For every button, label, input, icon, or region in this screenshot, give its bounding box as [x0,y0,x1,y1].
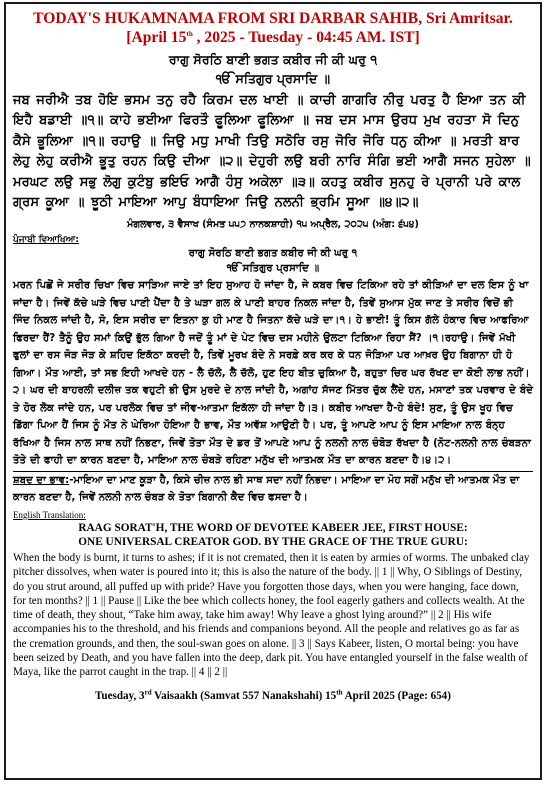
punjabi-explanation: ਮਰਨ ਪਿਛੋਂ ਜੇ ਸਰੀਰ ਚਿਖਾ ਵਿਚ ਸਾੜਿਆ ਜਾਏ ਤਾਂ ਇਹ ਸੁਆਹ ਹੋ ਜਾਂਦਾ ਹੈ, ਜੇ ਕਬਰ ਵਿਚ ਟਿਕਿਆ ਰਹੇ ਤਾਂ ਕੀੜਿਆਂ ਦਾ ਦਲ ਇਸ ਨੂੰ ਖਾ ਜਾਂਦਾ ਹੈ। ਜਿਵੇਂ ਕੱਚੇ ਘੜੇ ਵਿਚ ਪਾਣੀ ਪੈਂਦਾ ਹੈ ਤੇ ਘੜਾ ਗਲ ਕੇ ਪਾਣੀ ਬਾਹਰ ਨਿਕਲ ਜਾਂਦਾ ਹੈ, ਤਿਵੇਂ ਸੁਆਸ ਮੁੱਕ ਜਾਣ ਤੇ ਸਰੀਰ ਵਿਚੋਂ ਭੀ ਜਿੰਦ ਨਿਕਲ ਜਾਂਦੀ ਹੈ, ਸੋ, ਇਸ ਸਰੀਰ ਦਾ ਇਤਨਾ ਕੁ ਹੀ ਮਾਣ ਹੈ ਜਿਤਨਾ ਕੱਚੇ ਘੜੇ ਦਾ।੧। ਹੇ ਭਾਈ! ਤੂੰ ਕਿਸ ਗੱਲੇ ਹੰਕਾਰ ਵਿਚ ਆਫਰਿਆ ਫਿਰਦਾ ਹੈਂ? ਤੈਨੂੰ ਉਹ ਸਮਾਂ ਕਿਉਂ ਭੁੱਲ ਗਿਆ ਹੈ ਜਦੋਂ ਤੂੰ ਮਾਂ ਦੇ ਪੇਟ ਵਿਚ ਦਸ ਮਹੀਨੇ ਉਲਟਾ ਟਿਕਿਆ ਰਿਹਾ ਸੈਂ? ।੧।ਰਹਾਉ। ਜਿਵੇਂ ਮੱਖੀ ਫੁਲਾਂ ਦਾ ਰਸ ਜੋੜ ਜੋੜ ਕੇ ਸ਼ਹਿਦ ਇਕੱਠਾ ਕਰਦੀ ਹੈ, ਤਿਵੇਂ ਮੂਰਖ ਬੰਦੇ ਨੇ ਸਰਫ਼ੇ ਕਰ ਕਰ ਕੇ ਧਨ ਜੋੜਿਆ ਪਰ ਆਖ਼ਰ ਉਹ ਬਿਗਾਨਾ ਹੀ ਹੋ ਗਿਆ। ਮੌਤ ਆਈ, ਤਾਂ ਸਭ ਇਹੀ ਆਖਦੇ ਹਨ - ਲੈ ਚੱਲੋ, ਲੈ ਚੱਲੋ, ਹੁਣ ਇਹ ਬੀਤ ਚੁਕਿਆ ਹੈ, ਬਹੁਤਾ ਚਿਰ ਘਰ ਰੱਖਣ ਦਾ ਕੋਈ ਲਾਭ ਨਹੀਂ।੨। ਘਰ ਦੀ ਬਾਹਰਲੀ ਦਲੀਜ਼ ਤਕ ਵਹੁਟੀ ਭੀ ਉਸ ਮੁਰਦੇ ਦੇ ਨਾਲ ਜਾਂਦੀ ਹੈ, ਅਗਾਂਹ ਸੱਜਣ ਮਿੱਤਰ ਚੁੱਕ ਲੈਂਦੇ ਹਨ, ਮਸਾਣਾਂ ਤਕ ਪਰਵਾਰ ਦੇ ਬੰਦੇ ਤੇ ਹੋਰ ਲੋਕ ਜਾਂਦੇ ਹਨ, ਪਰ ਪਰਲੋਕ ਵਿਚ ਤਾਂ ਜੀਵ-ਆਤਮਾ ਇਕੱਲਾ ਹੀ ਜਾਂਦਾ ਹੈ।੩। ਕਬੀਰ ਆਖਦਾ ਹੈ-ਹੇ ਬੰਦੇ! ਸੁਣ, ਤੂੰ ਉਸ ਖੂਹ ਵਿਚ ਡਿੱਗਾ ਪਿਆ ਹੈਂ ਜਿਸ ਨੂੰ ਮੌਤ ਨੇ ਘੇਰਿਆ ਹੋਇਆ ਹੈ ਭਾਵ, ਮੌਤ ਅਵੱਸ਼ ਆਉਣੀ ਹੈ। ਪਰ, ਤੂੰ ਆਪਣੇ ਆਪ ਨੂੰ ਇਸ ਮਾਇਆ ਨਾਲ ਬੰਨ੍ਹ ਰੱਖਿਆ ਹੈ ਜਿਸ ਨਾਲ ਸਾਥ ਨਹੀਂ ਨਿਭਣਾ, ਜਿਵੇਂ ਤੋਤਾ ਮੌਤ ਦੇ ਡਰ ਤੋਂ ਆਪਣੇ ਆਪ ਨੂੰ ਨਲਨੀ ਨਾਲ ਚੰਬੋੜ ਰੱਖਦਾ ਹੈ (ਨੋਟ-ਨਲਨੀ ਨਾਲ ਚੰਬੜਨਾ ਤੋਤੇ ਦੀ ਫਾਹੀ ਦਾ ਕਾਰਨ ਬਣਦਾ ਹੈ, ਮਾਇਆ ਨਾਲ ਚੰਬੜੇ ਰਹਿਣਾ ਮਨੁੱਖ ਦੀ ਆਤਮਕ ਮੌਤ ਦਾ ਕਾਰਨ ਬਣਦਾ ਹੈ।੪।੨। [13,280,534,467]
date-sup: th [186,29,193,38]
bhav-text: -ਮਾਇਆ ਦਾ ਮਾਣ ਕੂੜਾ ਹੈ, ਕਿਸੇ ਚੀਜ਼ ਨਾਲ ਭੀ ਸਾਥ ਸਦਾ ਨਹੀਂ ਨਿਭਦਾ। ਮਾਇਆ ਦਾ ਮੋਹ ਸਗੋਂ ਮਨੁੱਖ ਦੀ ਆਤਮਕ ਮੌਤ ਦਾ ਕਾਰਨ ਬਣਦਾ ਹੈ, ਜਿਵੇਂ ਨਲਨੀ ਨਾਲ ਚੰਬੜ ਕੇ ਤੋਤਾ ਬਿਗਾਨੀ ਕੈਦ ਵਿਚ ਫਸਦਾ ਹੈ। [13,474,520,504]
shabad-bhav [13,471,533,507]
date-time-header [13,28,533,47]
footer-mid-sup: th [336,687,343,696]
gurmukhi-date-line: ਮੰਗਲਵਾਰ, ੩ ਵੈਸਾਖ (ਸੰਮਤ ੫੫੭ ਨਾਨਕਸ਼ਾਹੀ) ੧੫ ਅਪ੍ਰੈਲ, ੨੦੨੫ (ਅੰਗ: ੬੫੪) [127,219,419,231]
bhav-label: ਸ਼ਬਦ ਦਾ ਭਾਵ: [13,474,70,486]
footer-day-sup: rd [144,687,152,696]
punjabi-explanation-label: ਪੰਜਾਬੀ ਵਿਆਖਿਆ: [13,235,80,246]
footer-day: Tuesday, 3 [95,689,145,702]
footer-mid: Vaisaakh (Samvat 557 Nanakshahi) 15 [151,689,337,702]
gurmukhi-heading-raag: ਰਾਗੁ ਸੋਰਠਿ ਬਾਣੀ ਭਗਤ ਕਬੀਰ ਜੀ ਕੀ ਘਰੁ ੧ [168,52,378,67]
english-heading-raag: RAAG SORAT'H, THE WORD OF DEVOTEE KABEER JEE, FIRST HOUSE: [78,521,468,534]
gurmukhi-shabad: ਜਬ ਜਰੀਐ ਤਬ ਹੋਇ ਭਸਮ ਤਨੁ ਰਹੈ ਕਿਰਮ ਦਲ ਖਾਈ ॥ ਕਾਚੀ ਗਾਗਰਿ ਨੀਰੁ ਪਰਤੁ ਹੈ ਇਆ ਤਨ ਕੀ ਇਹੈ ਬਡਾਈ ॥੧॥ ਕਾਹੇ ਭਈਆ ਫਿਰਤੌ ਫੂਲਿਆ ਫੂਲਿਆ ॥ ਜਬ ਦਸ ਮਾਸ ਉਰਧ ਮੁਖ ਰਹਤਾ ਸੋ ਦਿਨੁ ਕੈਸੇ ਭੂਲਿਆ ॥੧॥ ਰਹਾਉ ॥ ਜਿਉ ਮਧੁ ਮਾਖੀ ਤਿਉ ਸਠੋਰਿ ਰਸੁ ਜੋਰਿ ਜੋਰਿ ਧਨੁ ਕੀਆ ॥ ਮਰਤੀ ਬਾਰ ਲੇਹੁ ਲੇਹੁ ਕਰੀਐ ਭੂਤੁ ਰਹਨ ਕਿਉ ਦੀਆ ॥੨॥ ਦੇਹੁਰੀ ਲਉ ਬਰੀ ਨਾਰਿ ਸੰਗਿ ਭਈ ਆਗੈ ਸਜਨ ਸੁਹੇਲਾ ॥ ਮਰਘਟ ਲਉ ਸਭੁ ਲੋਗੁ ਕੁਟੰਬੁ ਭਇਓ ਆਗੈ ਹੰਸੁ ਅਕੇਲਾ ॥੩॥ ਕਹਤੁ ਕਬੀਰ ਸੁਨਹੁ ਰੇ ਪ੍ਰਾਨੀ ਪਰੇ ਕਾਲ ਗ੍ਰਸ ਕੂਆ ॥ ਝੂਠੀ ਮਾਇਆ ਆਪੁ ਬੰਧਾਇਆ ਜਿਉ ਨਲਨੀ ਭ੍ਰਮਿ ਸੂਆ ॥੪॥੨॥ [13,93,531,211]
english-translation: When the body is burnt, it turns to ashes; if it is not cremated, then it is eaten by armies of worms. The unbaked clay pitcher dissolves, when water is poured into it; this is also the nature of the body. || 1 || Why, O Siblings of Destiny, do you strut around, all puffed up with pride? Have you forgotten those days, when you were hanging, face down, for ten months? || 1 || Pause || Like the bee which collects honey, the fool eagerly gathers and collects wealth. At the time of death, they shout, “Take him away, take him away! Why leave a ghost lying around?” || 2 || His wife accompanies his to the threshold, and his friends and companions beyond. All the people and relatives go as far as the cremation grounds, and then, the soul-swan goes on alone. || 3 || Says Kabeer, listen, O mortal being: you have been seized by Death, and you have fallen into the deep, dark pit. You have entangled yourself in the false wealth of Maya, like the parrot caught in the trap. || 4 || 2 || [13,551,530,679]
english-translation-label: English Translation: [13,509,86,520]
date-open: [April 15 [126,29,187,46]
punjabi-heading-mool: ੴ ਸਤਿਗੁਰ ਪ੍ਰਸਾਦਿ ॥ [226,263,320,275]
hukamnama-page [4,2,542,780]
footer-end: April 2025 (Page: 654) [342,689,451,702]
footer-date-line [13,689,533,703]
gurmukhi-heading-mool: ੴ ਸਤਿਗੁਰ ਪ੍ਰਸਾਦਿ ॥ [215,71,331,86]
english-heading-mool: ONE UNIVERSAL CREATOR GOD. BY THE GRACE OF THE TRUE GURU: [78,536,468,549]
date-rest: , 2025 - Tuesday - 04:45 AM. IST] [192,29,420,46]
punjabi-heading-raag: ਰਾਗੁ ਸੋਰਠਿ ਬਾਣੀ ਭਗਤ ਕਬੀਰ ਜੀ ਕੀ ਘਰੁ ੧ [188,248,358,260]
page-title: TODAY'S HUKAMNAMA FROM SRI DARBAR SAHIB, Sri Amritsar. [33,10,513,27]
